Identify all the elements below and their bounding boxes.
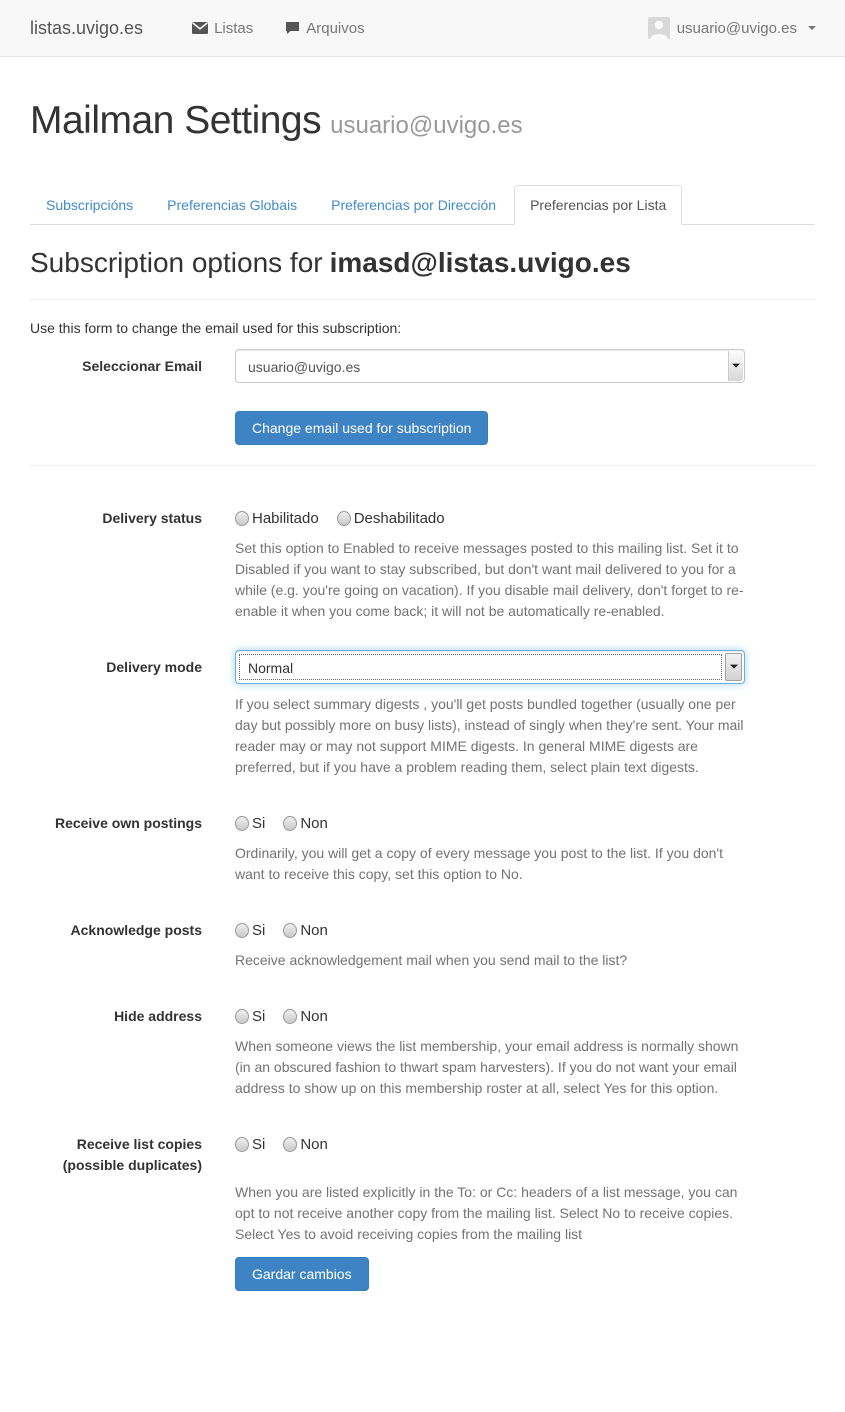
radio-icon[interactable] xyxy=(283,923,297,938)
radio-icon[interactable] xyxy=(235,1009,249,1024)
radio-icon[interactable] xyxy=(283,1137,297,1152)
radio-icon[interactable] xyxy=(283,816,297,831)
radio-option-non[interactable] xyxy=(283,815,328,832)
section-heading-prefix: Subscription options for xyxy=(30,247,323,278)
field-receive-own-postings xyxy=(30,806,815,885)
select-email-row xyxy=(30,349,815,383)
radio-label: Habilitado xyxy=(252,509,319,527)
radio-label: Si xyxy=(252,814,266,832)
field-help: Receive acknowledgement mail when you send mail to the list? xyxy=(235,952,628,968)
change-email-button[interactable]: Change email used for subscription xyxy=(235,411,488,445)
radio-option-si[interactable] xyxy=(235,815,265,832)
radio-label: Si xyxy=(252,1135,266,1153)
radio-label: Non xyxy=(300,1135,328,1153)
radio-option-non[interactable] xyxy=(283,922,328,939)
field-delivery-mode xyxy=(30,650,815,778)
radio-option-si[interactable] xyxy=(235,1008,265,1025)
nav-item-arquivos[interactable] xyxy=(269,20,380,37)
select-value: Normal xyxy=(248,660,294,676)
field-help: Ordinarily, you will get a copy of every message you post to the list. If you don't want to receive this copy, set this option to No. xyxy=(235,845,723,882)
radio-option-non[interactable] xyxy=(283,1008,328,1025)
email-form-intro: Use this form to change the email used for this subscription: xyxy=(30,320,402,336)
field-label: Acknowledge posts xyxy=(70,922,202,938)
chevron-down-icon xyxy=(725,653,742,681)
divider xyxy=(30,299,815,300)
divider xyxy=(30,465,815,466)
radio-option-si[interactable] xyxy=(235,922,265,939)
preferences-form xyxy=(30,501,815,1245)
field-help: If you select summary digests , you'll get posts bundled together (usually one per day but possibly more on busy lists), instead of singly when they're sent. Your mail reader may or may not support MIME digests. In general MIME digests are preferred, but if you have a problem reading them, select plain text digests. xyxy=(235,696,744,775)
radio-label: Non xyxy=(300,814,328,832)
field-help: When you are listed explicitly in the To: or Cc: headers of a list message, you can opt to not receive another copy from the mailing list. Select No to receive copies. Select Yes to avoid receiving copies from the mailing list xyxy=(235,1184,738,1242)
email-select[interactable] xyxy=(235,349,745,383)
radio-group-acknowledge-posts xyxy=(235,913,745,940)
select-email-label: Seleccionar Email xyxy=(82,358,202,374)
main-content xyxy=(0,99,845,1319)
radio-label: Non xyxy=(300,921,328,939)
section-heading-list-email: imasd@listas.uvigo.es xyxy=(329,247,631,278)
field-label: Receive own postings xyxy=(54,815,202,831)
navbar xyxy=(0,0,845,57)
field-label: Receive list copies (possible duplicates) xyxy=(62,1136,202,1173)
field-acknowledge-posts xyxy=(30,913,815,971)
radio-label: Deshabilitado xyxy=(353,509,445,527)
save-changes-button[interactable]: Gardar cambios xyxy=(235,1257,369,1291)
email-select-value: usuario@uvigo.es xyxy=(248,359,361,375)
radio-option-si[interactable] xyxy=(235,1136,265,1153)
page-title-email: usuario@uvigo.es xyxy=(330,112,523,139)
radio-group-delivery-status xyxy=(235,501,745,528)
section-heading xyxy=(30,247,815,279)
radio-option-deshabilitado[interactable] xyxy=(337,510,445,527)
page-title xyxy=(30,99,815,143)
radio-option-non[interactable] xyxy=(283,1136,328,1153)
radio-group-hide-address xyxy=(235,999,745,1026)
field-label: Delivery mode xyxy=(106,659,202,675)
field-hide-address xyxy=(30,999,815,1099)
tab-bar xyxy=(30,185,815,225)
radio-option-habilitado[interactable] xyxy=(235,510,319,527)
tab-preferencias-por-direcci-n[interactable]: Preferencias por Dirección xyxy=(331,197,497,213)
nav-item-label: Arquivos xyxy=(306,19,365,37)
avatar xyxy=(648,17,670,39)
tab-subscripci-ns[interactable]: Subscripcións xyxy=(46,197,134,213)
radio-label: Non xyxy=(300,1007,328,1025)
radio-group-receive-own-postings xyxy=(235,806,745,833)
field-label: Delivery status xyxy=(102,510,202,526)
radio-icon[interactable] xyxy=(235,923,249,938)
radio-label: Si xyxy=(252,1007,266,1025)
nav-item-listas[interactable] xyxy=(176,20,269,37)
brand-link[interactable]: listas.uvigo.es xyxy=(30,17,144,38)
radio-icon[interactable] xyxy=(235,1137,249,1152)
field-delivery-status xyxy=(30,501,815,622)
radio-icon[interactable] xyxy=(283,1009,297,1024)
nav-item-label: Listas xyxy=(214,19,254,37)
comment-icon xyxy=(285,21,300,35)
chevron-down-icon xyxy=(728,351,743,381)
field-label: Hide address xyxy=(114,1008,202,1024)
user-email: usuario@uvigo.es xyxy=(676,19,797,37)
page-title-text: Mailman Settings xyxy=(30,99,322,142)
tab-preferencias-globais[interactable]: Preferencias Globais xyxy=(167,197,298,213)
radio-icon[interactable] xyxy=(235,816,249,831)
field-receive-list-copies-possible-duplicates xyxy=(30,1127,815,1245)
radio-group-receive-list-copies-possible-duplicates xyxy=(235,1127,745,1154)
select-delivery-mode[interactable] xyxy=(235,650,745,684)
chevron-down-icon xyxy=(808,26,816,30)
radio-label: Si xyxy=(252,921,266,939)
envelope-icon xyxy=(192,22,208,34)
radio-icon[interactable] xyxy=(337,511,351,526)
radio-icon[interactable] xyxy=(235,511,249,526)
tab-preferencias-por-lista[interactable]: Preferencias por Lista xyxy=(514,185,682,225)
field-help: When someone views the list membership, your email address is normally shown (in an obscured fashion to thwart spam harvesters). If you do not want your email address to show up on this membership roster at all, select Yes for this option. xyxy=(235,1038,739,1096)
field-help: Set this option to Enabled to receive messages posted to this mailing list. Set it to Disabled if you want to stay subscribed, but don't want mail delivered to you for a while (e.g. you're going on vacation). If you disable mail delivery, don't forget to re-enable it when you come back; it will not be automatically re-enabled. xyxy=(235,540,744,619)
navbar-links xyxy=(176,20,381,37)
user-menu[interactable] xyxy=(648,17,830,39)
